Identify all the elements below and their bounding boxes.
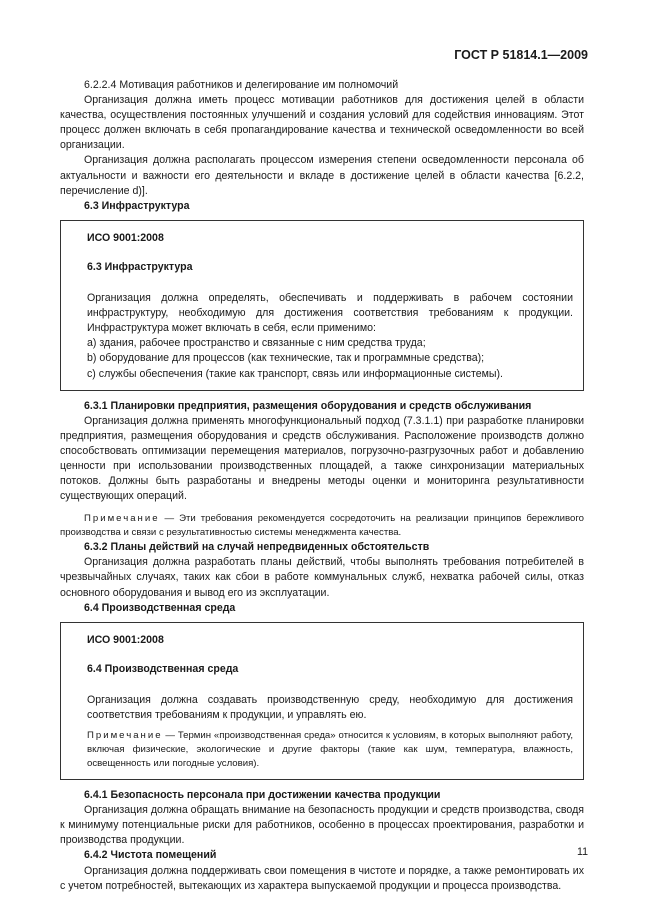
document-body	[60, 78, 584, 894]
paragraph: Организация должна располагать процессом измерения степени осведомленности персонала об актуальности и важности его деятельности и вкладе в достижение целей в области качества [6.2.2, перечисление d)].	[60, 154, 584, 197]
iso-subtitle: 6.4 Производственная среда	[87, 662, 239, 675]
paragraph: Организация должна поддерживать свои помещения в чистоте и порядке, а также ремонтировать их с учетом потребностей, вытекающих из характера выпускаемой продукции и процесса производства.	[60, 864, 584, 892]
section-6-3-2-title: 6.3.2 Планы действий на случай непредвиденных обстоятельств	[84, 541, 430, 554]
note	[60, 512, 584, 540]
page-number: 11	[577, 846, 588, 858]
paragraph: Организация должна применять многофункциональный подход (7.3.1.1) при разработке планировки предприятия, размещения оборудования и средств обслуживания. Расположение производств должно способствовать оптимизации перемещения материалов, погрузочно-разгрузочных работ и добавлению ценности при использовании производственных площадей, а также синхронизации материальных потоков. Должны быть разработаны и внедрены методы оценки и мониторинга результативности существующих операций.	[60, 414, 584, 503]
note-label: Примечание	[87, 730, 163, 742]
iso-quote-box-6-3	[60, 220, 584, 391]
section-6-3-title: 6.3 Инфраструктура	[84, 199, 190, 212]
list-item: a) здания, рабочее пространство и связанные с ним средства труда;	[87, 337, 426, 350]
iso-standard-label: ИСО 9001:2008	[87, 633, 164, 646]
note-text: — Эти требования рекомендуется сосредоточить на реализации принципов бережливого производства и связи с результативностью системы менеджмента качества.	[60, 513, 584, 539]
section-6-3-1-title: 6.3.1 Планировки предприятия, размещения оборудования и средств обслуживания	[84, 399, 532, 412]
section-6-4-title: 6.4 Производственная среда	[84, 601, 236, 614]
iso-subtitle: 6.3 Инфраструктура	[87, 260, 193, 273]
paragraph: Организация должна иметь процесс мотивации работников для достижения целей в области качества, осуществления постоянных улучшений и создания условий для содействия инновациям. Этот процесс должен включать в себя пропагандирование качества и технической осведомленности во всей организации.	[60, 94, 584, 152]
section-6-4-1-title: 6.4.1 Безопасность персонала при достижении качества продукции	[84, 789, 441, 802]
document-id: ГОСТ Р 51814.1—2009	[454, 48, 588, 62]
note-label: Примечание	[84, 513, 160, 525]
list-item: b) оборудование для процессов (как технические, так и программные средства);	[87, 352, 485, 365]
paragraph: Организация должна определять, обеспечивать и поддерживать в рабочем состоянии инфраструктуру, необходимую для достижения соответствия требованиям к продукции. Инфраструктура может включать в себя, если применимо:	[87, 292, 573, 335]
section-6-2-2-4-title: 6.2.2.4 Мотивация работников и делегирование им полномочий	[84, 79, 399, 91]
paragraph: Организация должна обращать внимание на безопасность продукции и средств производства, сводя к минимуму потенциальные риски для работников, особенно в процессах проектирования, разработки и производства продукции.	[60, 804, 584, 847]
note-text: — Термин «производственная среда» относится к условиям, в которых выполняют работу, включая физические, экологические и другие факторы (такие как шум, температура, влажность, освещенность или погодные условия).	[87, 730, 573, 770]
paragraph: Организация должна создавать производственную среду, необходимую для достижения соответствия требованиям к продукции, и управлять ею.	[87, 693, 573, 721]
note	[87, 729, 573, 771]
paragraph: Организация должна разработать планы действий, чтобы выполнять требования потребителей в чрезвычайных случаях, таких как сбои в работе коммунальных служб, нехватка рабочей силы, отказ основного оборудования и вывод его из эксплуатации.	[60, 556, 584, 599]
iso-standard-label: ИСО 9001:2008	[87, 231, 164, 244]
list-item: c) службы обеспечения (такие как транспорт, связь или информационные системы).	[87, 367, 503, 380]
iso-quote-box-6-4	[60, 622, 584, 780]
section-6-4-2-title: 6.4.2 Чистота помещений	[84, 849, 217, 862]
